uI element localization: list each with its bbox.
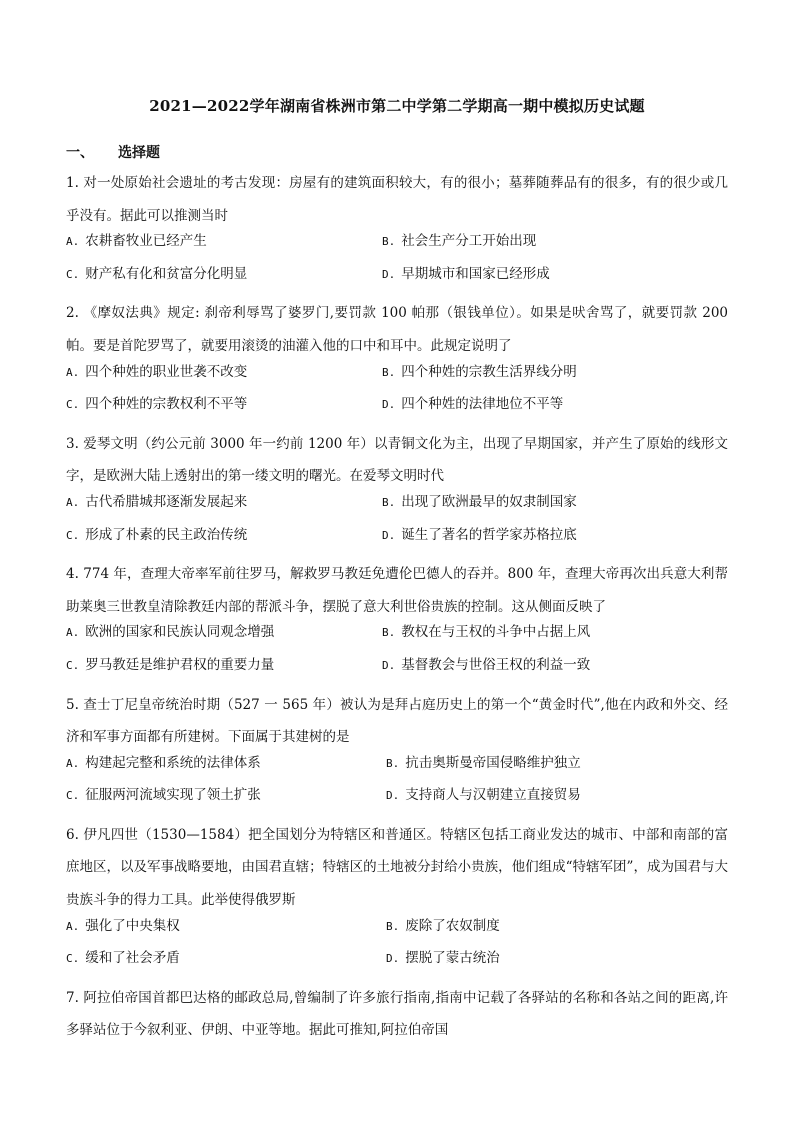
option-letter: D. xyxy=(382,528,396,542)
option-b[interactable] xyxy=(382,232,698,265)
option-row xyxy=(66,395,728,428)
option-letter: C. xyxy=(66,398,80,412)
option-letter: A. xyxy=(66,495,80,509)
option-text: 教权在与王权的斗争中占据上风 xyxy=(401,624,591,641)
option-c[interactable] xyxy=(66,949,386,982)
option-a[interactable] xyxy=(66,232,382,265)
option-text: 基督教会与世俗王权的利益一致 xyxy=(401,656,591,673)
section-number: 一、 xyxy=(66,145,94,161)
question-1 xyxy=(66,167,728,297)
option-text: 财产私有化和贫富分化明显 xyxy=(85,265,248,282)
option-a[interactable] xyxy=(66,623,382,656)
option-row xyxy=(66,917,728,950)
option-a[interactable] xyxy=(66,493,382,526)
question-stem: 7. 阿拉伯帝国首都巴达格的邮政总局,曾编制了许多旅行指南,指南中记载了各驿站的名称和各站之间的距离,许多驿站位于今叙利亚、伊朗、中亚等地。据此可推知,阿拉伯帝国 xyxy=(66,989,728,1039)
option-letter: B. xyxy=(386,756,400,770)
option-b[interactable] xyxy=(386,754,702,787)
option-letter: D. xyxy=(382,658,396,672)
question-stem: 6. 伊凡四世（1530—1584）把全国划分为特辖区和普通区。特辖区包括工商业发达的城市、中部和南部的富庶地区，以及军事战略要地，由国君直辖；特辖区的土地被分封给小贵族，他们组成“特辖军团”，成为国君与大贵族斗争的得力工具。此举使得俄罗斯 xyxy=(66,826,728,909)
option-text: 构建起完整和系统的法律体系 xyxy=(85,754,261,771)
option-row xyxy=(66,363,728,396)
option-c[interactable] xyxy=(66,526,382,559)
option-text: 废除了农奴制度 xyxy=(405,917,500,934)
option-letter: C. xyxy=(66,267,80,281)
option-row xyxy=(66,949,728,982)
option-b[interactable] xyxy=(386,917,702,950)
option-row xyxy=(66,623,728,656)
option-row xyxy=(66,754,728,787)
option-row xyxy=(66,656,728,689)
option-text: 征服两河流域实现了领土扩张 xyxy=(85,787,261,804)
option-letter: A. xyxy=(66,919,80,933)
option-d[interactable] xyxy=(386,949,702,982)
option-text: 强化了中央集权 xyxy=(85,917,180,934)
option-text: 摆脱了蒙古统治 xyxy=(405,950,500,967)
question-6 xyxy=(66,819,728,982)
option-letter: D. xyxy=(386,789,400,803)
option-text: 支持商人与汉朝建立直接贸易 xyxy=(405,787,581,804)
option-letter: C. xyxy=(66,952,80,966)
option-letter: B. xyxy=(382,235,396,249)
option-d[interactable] xyxy=(382,526,698,559)
option-a[interactable] xyxy=(66,754,386,787)
question-stem: 3. 爱琴文明（约公元前 3000 年一约前 1200 年）以青铜文化为主，出现了早期国家，并产生了原始的线形文字，是欧洲大陆上透射出的第一缕文明的曙光。在爱琴文明时代 xyxy=(66,435,728,485)
option-row xyxy=(66,232,728,265)
option-text: 欧洲的国家和民族认同观念增强 xyxy=(85,624,275,641)
option-text: 农耕畜牧业已经产生 xyxy=(85,233,207,250)
option-text: 出现了欧洲最早的奴隶制国家 xyxy=(401,493,577,510)
option-c[interactable] xyxy=(66,656,382,689)
question-3 xyxy=(66,428,728,558)
option-text: 诞生了著名的哲学家苏格拉底 xyxy=(401,526,577,543)
option-letter: B. xyxy=(382,495,396,509)
option-text: 四个种姓的宗教生活界线分明 xyxy=(401,363,577,380)
option-letter: C. xyxy=(66,528,80,542)
question-list xyxy=(66,167,728,1047)
option-a[interactable] xyxy=(66,917,386,950)
option-letter: B. xyxy=(382,626,396,640)
question-4 xyxy=(66,558,728,688)
option-letter: B. xyxy=(382,365,396,379)
option-text: 早期城市和国家已经形成 xyxy=(401,265,550,282)
option-c[interactable] xyxy=(66,395,382,428)
option-text: 抗击奥斯曼帝国侵略维护独立 xyxy=(405,754,581,771)
option-text: 四个种姓的宗教权利不平等 xyxy=(85,396,248,413)
option-row xyxy=(66,493,728,526)
option-b[interactable] xyxy=(382,363,698,396)
option-c[interactable] xyxy=(66,786,386,819)
option-row xyxy=(66,526,728,559)
question-2 xyxy=(66,297,728,427)
section-heading xyxy=(66,142,160,162)
option-text: 缓和了社会矛盾 xyxy=(85,950,180,967)
option-b[interactable] xyxy=(382,493,698,526)
question-5 xyxy=(66,689,728,819)
option-letter: A. xyxy=(66,365,80,379)
option-c[interactable] xyxy=(66,265,382,298)
option-row xyxy=(66,786,728,819)
option-a[interactable] xyxy=(66,363,382,396)
option-d[interactable] xyxy=(382,395,698,428)
question-7 xyxy=(66,982,728,1047)
question-stem: 4. 774 年，查理大帝率军前往罗马，解救罗马教廷免遭伦巴德人的吞并。800 年，查理大帝再次出兵意大利帮助莱奥三世教皇清除教廷内部的帮派斗争，摆脱了意大利世俗贵族的控制。这从侧面反映了 xyxy=(66,566,728,615)
question-stem: 1. 对一处原始社会遗址的考古发现：房屋有的建筑面积较大，有的很小；墓葬随葬品有的很多，有的很少或几乎没有。据此可以推测当时 xyxy=(66,175,728,224)
option-text: 古代希腊城邦逐渐发展起来 xyxy=(85,493,248,510)
option-letter: C. xyxy=(66,789,80,803)
question-stem: 2. 《摩奴法典》规定: 刹帝利辱骂了婆罗门,要罚款 100 帕那（银钱单位）。如果是吠舍骂了，就要罚款 200 帕。要是首陀罗骂了，就要用滚烫的油灌入他的口中和耳中。此规定说明了 xyxy=(66,305,728,354)
option-letter: D. xyxy=(382,398,396,412)
option-d[interactable] xyxy=(382,656,698,689)
option-text: 社会生产分工开始出现 xyxy=(401,233,537,250)
option-letter: D. xyxy=(382,267,396,281)
option-letter: B. xyxy=(386,919,400,933)
section-label: 选择题 xyxy=(118,145,160,161)
option-d[interactable] xyxy=(382,265,698,298)
option-text: 四个种姓的职业世袭不改变 xyxy=(85,363,248,380)
option-text: 罗马教廷是维护君权的重要力量 xyxy=(85,656,275,673)
option-letter: A. xyxy=(66,235,80,249)
question-stem: 5. 查士丁尼皇帝统治时期（527 一 565 年）被认为是拜占庭历史上的第一个“黄金时代”,他在内政和外交、经济和军事方面都有所建树。下面属于其建树的是 xyxy=(66,696,728,746)
option-letter: C. xyxy=(66,658,80,672)
option-row xyxy=(66,265,728,298)
option-d[interactable] xyxy=(386,786,702,819)
option-text: 形成了朴素的民主政治传统 xyxy=(85,526,248,543)
option-letter: A. xyxy=(66,626,80,640)
option-b[interactable] xyxy=(382,623,698,656)
option-letter: D. xyxy=(386,952,400,966)
option-letter: A. xyxy=(66,756,80,770)
option-text: 四个种姓的法律地位不平等 xyxy=(401,396,564,413)
page-title: 2021—2022学年湖南省株洲市第二中学第二学期高一期中模拟历史试题 xyxy=(149,97,645,115)
